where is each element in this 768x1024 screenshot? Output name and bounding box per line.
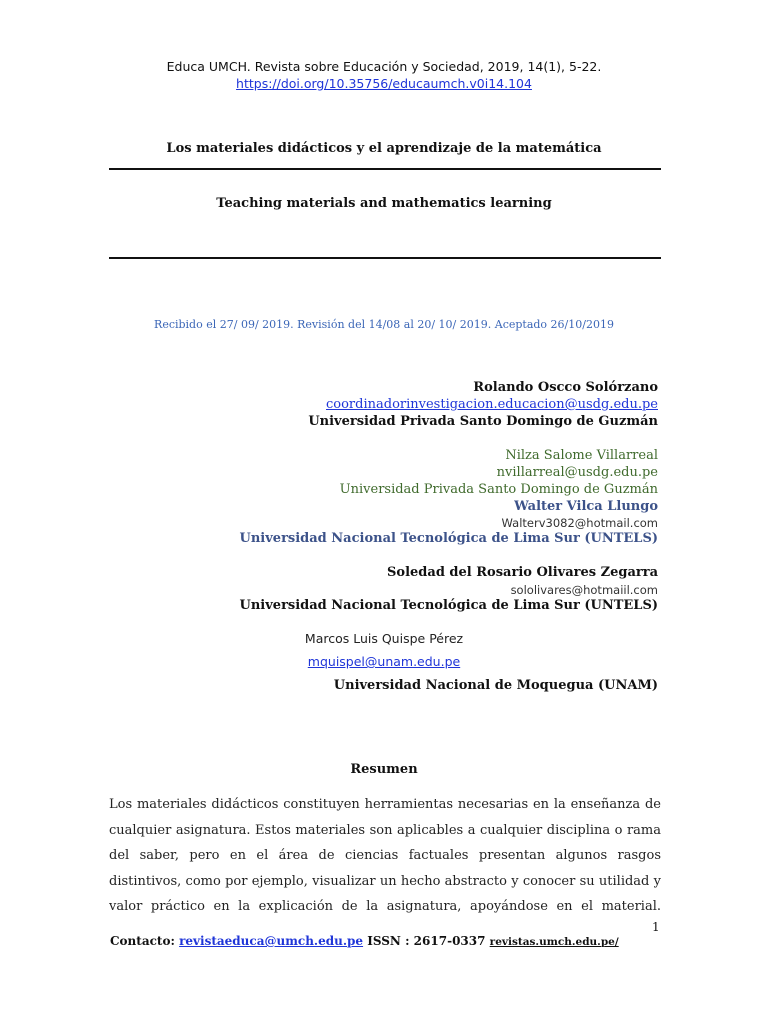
submission-dates: Recibido el 27/ 09/ 2019. Revisión del 14/08 al 20/ 10/ 2019. Aceptado 26/10/2019 (154, 318, 614, 331)
article-title-es: Los materiales didácticos y el aprendizaje de la matemática (166, 141, 602, 156)
author-name: Walter Vilca Llungo (514, 499, 658, 514)
author-email: Walterv3082@hotmail.com (501, 516, 658, 530)
author-email: nvillarreal@usdg.edu.pe (496, 465, 658, 480)
page-number: 1 (652, 920, 660, 934)
author-name: Rolando Oscco Solórzano (473, 380, 658, 395)
contact-email-link[interactable]: revistaeduca@umch.edu.pe (179, 934, 364, 948)
author-name: Nilza Salome Villarreal (505, 448, 658, 463)
author-affiliation: Universidad Privada Santo Domingo de Guzmán (339, 482, 658, 497)
article-title-en: Teaching materials and mathematics learning (216, 196, 552, 211)
doi-link[interactable]: https://doi.org/10.35756/educaumch.v0i14.104 (236, 76, 532, 91)
author-email-link[interactable]: coordinadorinvestigacion.educacion@usdg.edu.pe (326, 397, 658, 412)
author-name: Soledad del Rosario Olivares Zegarra (387, 565, 658, 580)
author-name: Marcos Luis Quispe Pérez (304, 631, 464, 646)
journal-citation (0, 58, 768, 92)
abstract-text: Los materiales didácticos constituyen herramientas necesarias en la enseñanza de cualquier asignatura. Estos materiales son aplicables a cualquier disciplina o rama del saber, pero en el área de ciencias factuales presentan algunos rasgos distintivos, como por ejemplo, visualizar un hecho abstracto y conocer su utilidad y valor práctico en la explicación de la asignatura, apoyándose en el material. (109, 797, 661, 914)
title-divider-top (109, 168, 661, 170)
author-affiliation: Universidad Nacional Tecnológica de Lima Sur (UNTELS) (239, 531, 658, 546)
journal-site-link[interactable]: revistas.umch.edu.pe/ (489, 936, 619, 948)
title-divider-bottom (109, 257, 661, 259)
author-email-link[interactable]: mquispel@unam.edu.pe (307, 654, 461, 669)
contact-label: Contacto: (110, 934, 175, 948)
citation-text: Educa UMCH. Revista sobre Educación y Sociedad, 2019, 14(1), 5-22. (166, 59, 602, 74)
author-affiliation: Universidad Nacional de Moquegua (UNAM) (333, 678, 658, 693)
author-email: sololivares@hotmaiil.com (510, 583, 658, 597)
author-affiliation: Universidad Nacional Tecnológica de Lima Sur (UNTELS) (239, 598, 658, 613)
page-footer (110, 934, 619, 948)
abstract-heading: Resumen (350, 762, 418, 777)
author-affiliation: Universidad Privada Santo Domingo de Guzmán (308, 414, 658, 429)
issn-text: ISSN : 2617-0337 (367, 934, 486, 948)
